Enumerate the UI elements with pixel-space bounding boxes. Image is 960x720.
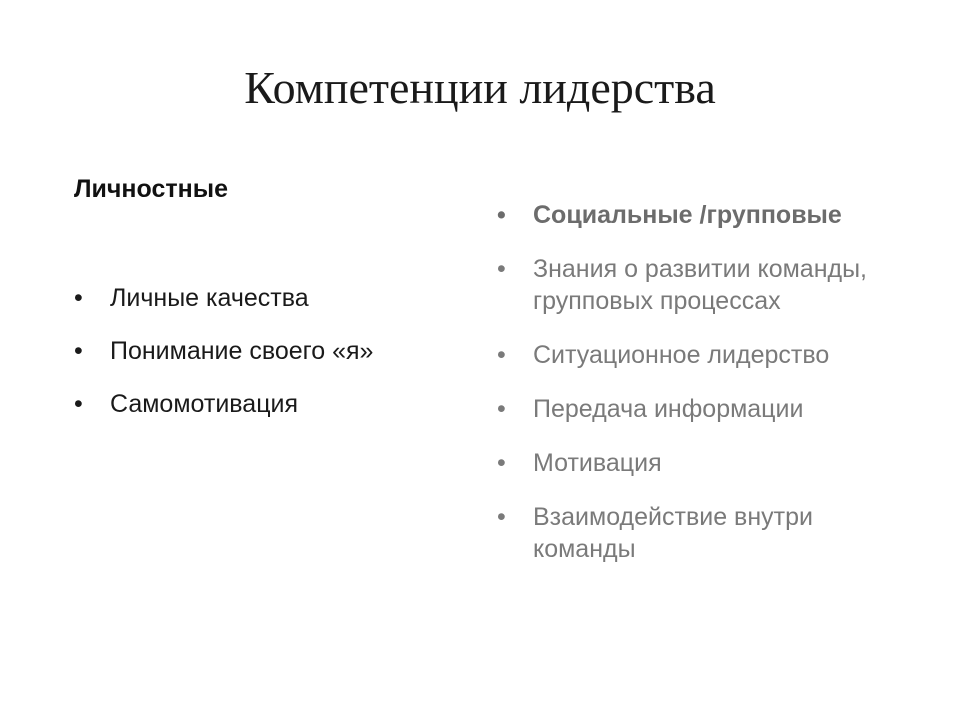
list-item-text: Передача информации	[533, 395, 804, 423]
list-item-text: Ситуационное лидерство	[533, 341, 830, 369]
left-column-heading: Личностные	[74, 175, 228, 203]
list-item	[497, 393, 917, 425]
bullet-icon: •	[74, 284, 83, 312]
bullet-icon: •	[497, 341, 506, 369]
bullet-icon: •	[497, 449, 506, 477]
list-item-text: Мотивация	[533, 449, 662, 477]
list-item	[74, 335, 454, 367]
bullet-icon: •	[497, 201, 506, 229]
slide-title: Компетенции лидерства	[244, 62, 716, 113]
list-item	[497, 501, 917, 565]
list-item	[497, 447, 917, 479]
bullet-icon: •	[497, 503, 506, 531]
bullet-icon: •	[74, 390, 83, 418]
list-item-text: Самомотивация	[110, 390, 299, 418]
list-item-text: Понимание своего «я»	[110, 337, 374, 365]
list-item-text: Знания о развитии команды, групповых процессах	[533, 255, 867, 315]
list-item-text: Взаимодействие внутри команды	[533, 503, 813, 563]
list-item	[74, 282, 454, 314]
right-bullet-list	[497, 199, 917, 587]
bullet-icon: •	[74, 337, 83, 365]
left-bullet-list	[74, 282, 454, 441]
list-item	[497, 199, 917, 231]
list-item	[497, 339, 917, 371]
bullet-icon: •	[497, 255, 506, 283]
list-item	[497, 253, 917, 317]
bullet-icon: •	[497, 395, 506, 423]
list-item-text: Личные качества	[110, 284, 309, 312]
list-item	[74, 388, 454, 420]
list-item-text: Социальные /групповые	[533, 201, 842, 229]
